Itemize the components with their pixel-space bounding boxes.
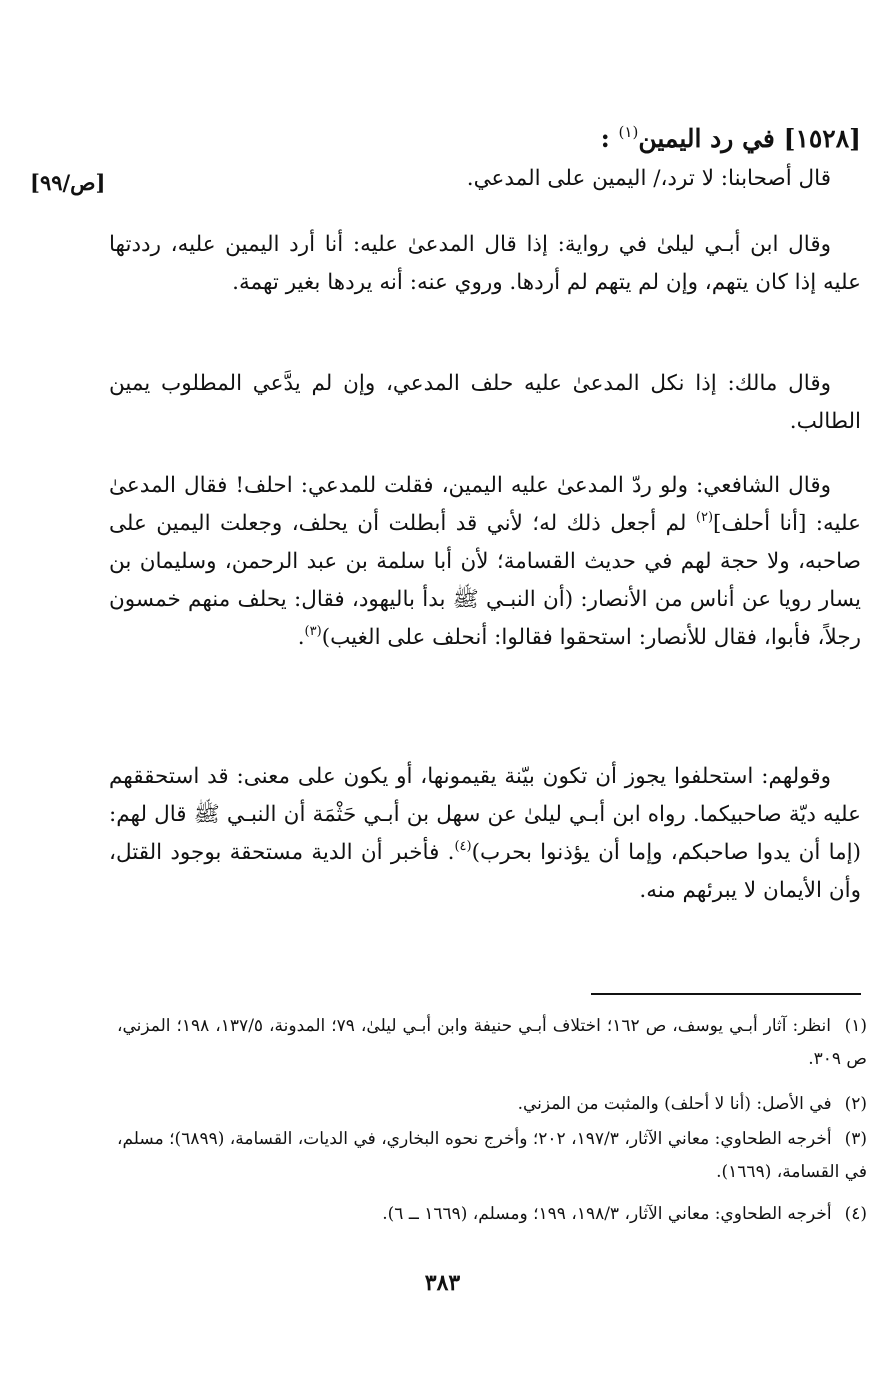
footnote [117,1123,867,1189]
section-number: [١٥٢٨] [783,124,861,153]
original-page-marker: [ص/٩٩] [30,170,106,195]
footnote-ref[interactable]: (٣) [304,624,322,639]
footnote [117,1088,867,1121]
paragraph-text: وقال مالك: إذا نكل المدعىٰ عليه حلف المدعي، وإن لم يدَّعي المطلوب يمين الطالب. [109,371,861,434]
paragraph-text: . [297,625,305,650]
footnote-text: أخرجه الطحاوي: معاني الآثار، ١٩٧/٣، ٢٠٢؛ وأخرج نحوه البخاري، في الديات، القسامة، (٦٨٩٩)؛ مسلم، في القسامة، (١٦٦٩). [117,1129,867,1182]
footnote-number: (٣) [844,1129,868,1149]
paragraph-text: وقال الشافعي: ولو ردّ المدعىٰ عليه اليمين، فقلت للمدعي: احلف! فقال المدعىٰ عليه: [أنا أحلف] [109,473,861,536]
section-heading [101,112,861,159]
paragraph [109,365,861,441]
paragraph [109,226,861,302]
paragraph-text: . فأخبر أن الدية مستحقة بوجود القتل، وأن الأيمان لا يبرئهم منه. [109,840,861,903]
paragraph-text: قال أصحابنا: لا ترد،/ اليمين على المدعي. [466,166,831,191]
footnote-ref[interactable]: (١) [618,123,639,141]
paragraph [109,467,861,657]
footnote-ref[interactable]: (٢) [695,510,714,525]
paragraph-text: لم أجعل ذلك له؛ لأني قد أبطلت أن يحلف، وجعلت اليمين على صاحبه، ولا حجة لهم في حديث القسامة؛ لأن أبا سلمة بن عبد الرحمن، وسليمان بن يسار رويا عن أناس من الأنصار: (أن النبـي ﷺ بدأ باليهود، فقال: يحلف منهم خمسون رجلاً، فأبوا، فقال للأنصار: استحقوا فقالوا: أنحلف على الغيب) [109,511,861,650]
paragraph [109,160,861,198]
footnote-number: (٢) [844,1094,867,1114]
section-title: في رد اليمين [638,124,775,153]
paragraph [109,758,861,910]
footnote-text: انظر: آثار أبـي يوسف، ص ١٦٢؛ اختلاف أبـي حنيفة وابن أبـي ليلىٰ، ٧٩؛ المدونة، ١٣٧/٥، ١٩٨؛ المزني، ص ٣٠٩. [117,1016,867,1069]
footnote-text: في الأصل: (أنا لا أحلف) والمثبت من المزني. [517,1094,832,1114]
paragraph-text: وقال ابن أبـي ليلىٰ في رواية: إذا قال المدعىٰ عليه: أنا أرد اليمين عليه، رددتها عليه إذا كان يتهم، وإن لم يتهم لم أردها. وروي عنه: أنه يردها بغير تهمة. [109,232,861,295]
footnote [117,1198,867,1231]
footnote-text: أخرجه الطحاوي: معاني الآثار، ١٩٨/٣، ١٩٩؛ ومسلم، (١٦٦٩ ــ ٦). [382,1204,832,1224]
footnote-number: (١) [844,1016,868,1036]
page-number: ٣٨٣ [424,1270,461,1296]
footnote-ref[interactable]: (٤) [454,839,472,854]
footnote [117,1010,867,1076]
footnote-separator [591,993,861,995]
footnote-number: (٤) [844,1204,867,1224]
paragraph-text: وقولهم: استحلفوا يجوز أن تكون بيّنة يقيمونها، أو يكون على معنى: قد استحققهم عليه ديّة صاحبيكما. رواه ابن أبـي ليلىٰ عن سهل بن أبـي حَثْمَة أن النبـي ﷺ قال لهم: (إما أن يدوا صاحبكم، وإما أن يؤذنوا بحرب) [109,764,862,865]
heading-colon: : [600,124,610,153]
